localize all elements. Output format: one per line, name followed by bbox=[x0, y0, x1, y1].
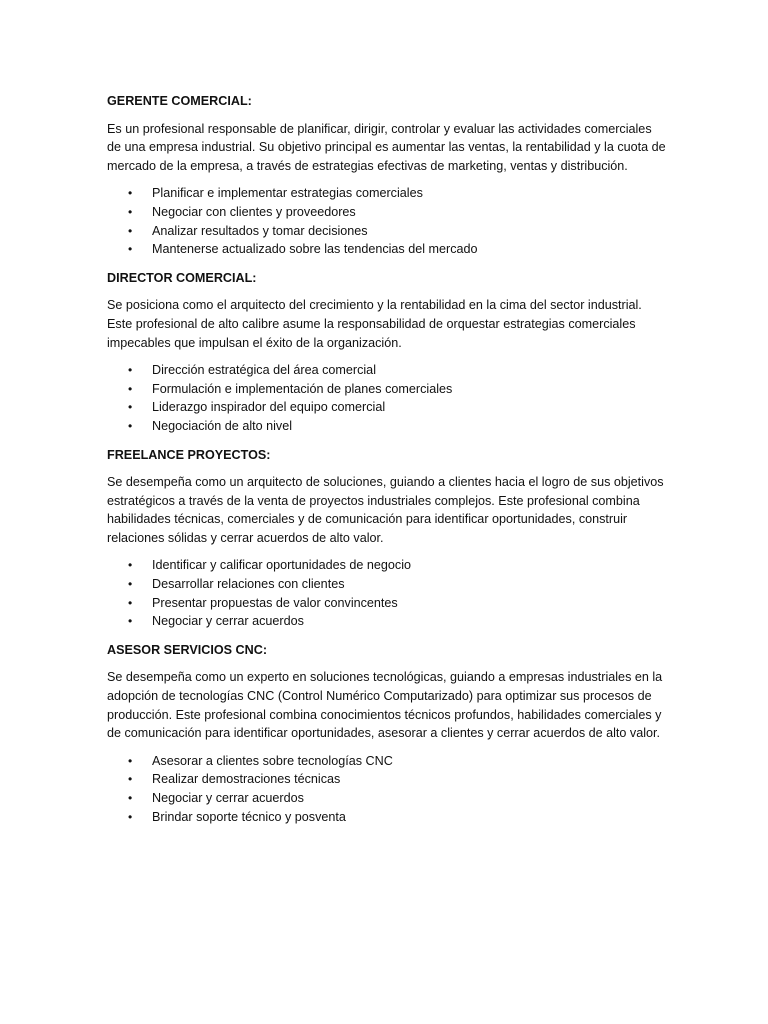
list-item-text: Formulación e implementación de planes comerciales bbox=[152, 381, 453, 396]
list-item-text: Desarrollar relaciones con clientes bbox=[152, 577, 345, 592]
list-item bbox=[107, 556, 667, 575]
bullet-icon: • bbox=[128, 204, 133, 219]
bullet-icon: • bbox=[128, 614, 133, 629]
section-title: GERENTE COMERCIAL: bbox=[107, 94, 252, 108]
section-paragraph: Es un profesional responsable de planificar, dirigir, controlar y evaluar las actividades comerciales de una empresa industrial. Su objetivo principal es aumentar las ventas, la rentabilidad y la cuota de mercado de la empresa, a través de estrategias efectivas de marketing, ventas y distribución. bbox=[107, 121, 666, 173]
document-page bbox=[107, 92, 667, 836]
list-item bbox=[107, 575, 667, 594]
list-item-text: Mantenerse actualizado sobre las tendencias del mercado bbox=[152, 242, 478, 257]
list-item-text: Liderazgo inspirador del equipo comercial bbox=[152, 400, 386, 415]
bullet-icon: • bbox=[128, 809, 133, 824]
list-item-text: Identificar y calificar oportunidades de negocio bbox=[152, 558, 412, 573]
list-item-text: Negociar y cerrar acuerdos bbox=[152, 614, 304, 629]
bullet-icon: • bbox=[128, 223, 133, 238]
section-title: DIRECTOR COMERCIAL: bbox=[107, 270, 257, 285]
list-item bbox=[107, 789, 667, 808]
section-paragraph: Se desempeña como un experto en soluciones tecnológicas, guiando a empresas industriales en la adopción de tecnologías CNC (Control Numérico Computarizado) para optimizar sus procesos de producción. Este profesional combina conocimientos técnicos profundos, habilidades comerciales y de comunicación para identificar oportunidades, asesorar a clientes y cerrar acuerdos de alto valor. bbox=[107, 670, 663, 741]
section-freelance-proyectos bbox=[107, 446, 667, 631]
bullet-icon: • bbox=[128, 363, 133, 378]
bullet-icon: • bbox=[128, 186, 133, 201]
bullet-icon: • bbox=[128, 595, 133, 610]
bullet-icon: • bbox=[128, 753, 133, 768]
bullet-icon: • bbox=[128, 242, 133, 257]
list-item-text: Brindar soporte técnico y posventa bbox=[152, 809, 346, 824]
list-item-text: Planificar e implementar estrategias comerciales bbox=[152, 186, 423, 201]
list-item bbox=[107, 222, 667, 241]
section-paragraph: Se desempeña como un arquitecto de soluciones, guiando a clientes hacia el logro de sus objetivos estratégicos a través de la venta de proyectos industriales complejos. Este profesional combina habilidades técnicas, comerciales y de comunicación para identificar oportunidades, construir relaciones sólidas y cerrar acuerdos de alto valor. bbox=[107, 475, 664, 545]
list-item bbox=[107, 184, 667, 203]
bullet-list bbox=[107, 752, 667, 826]
list-item bbox=[107, 203, 667, 222]
bullet-list bbox=[107, 184, 667, 258]
list-item-text: Presentar propuestas de valor convincentes bbox=[152, 595, 398, 610]
list-item bbox=[107, 770, 667, 789]
bullet-icon: • bbox=[128, 772, 133, 787]
bullet-icon: • bbox=[128, 558, 133, 573]
bullet-icon: • bbox=[128, 418, 133, 433]
list-item bbox=[107, 594, 667, 613]
list-item bbox=[107, 808, 667, 827]
list-item bbox=[107, 612, 667, 631]
list-item bbox=[107, 398, 667, 417]
bullet-icon: • bbox=[128, 791, 133, 805]
bullet-icon: • bbox=[128, 577, 133, 592]
list-item-text: Negociación de alto nivel bbox=[152, 418, 293, 433]
list-item-text: Negociar y cerrar acuerdos bbox=[152, 791, 304, 805]
section-title: ASESOR SERVICIOS CNC: bbox=[107, 642, 268, 657]
list-item bbox=[107, 752, 667, 771]
list-item-text: Asesorar a clientes sobre tecnologías CNC bbox=[152, 753, 393, 768]
bullet-list bbox=[107, 556, 667, 630]
list-item bbox=[107, 240, 667, 259]
list-item bbox=[107, 361, 667, 380]
section-asesor-servicios-cnc bbox=[107, 641, 667, 826]
section-paragraph: Se posiciona como el arquitecto del crecimiento y la rentabilidad en la cima del sector industrial. Este profesional de alto calibre asume la responsabilidad de orquestar estrategias comerciales impecables que impulsan el éxito de la organización. bbox=[107, 298, 642, 350]
list-item bbox=[107, 380, 667, 399]
bullet-list bbox=[107, 361, 667, 435]
list-item-text: Dirección estratégica del área comercial bbox=[152, 363, 376, 378]
list-item bbox=[107, 417, 667, 436]
section-gerente-comercial bbox=[107, 92, 667, 259]
list-item-text: Realizar demostraciones técnicas bbox=[152, 772, 341, 787]
list-item-text: Analizar resultados y tomar decisiones bbox=[152, 223, 368, 238]
section-title: FREELANCE PROYECTOS: bbox=[107, 447, 271, 462]
section-director-comercial bbox=[107, 269, 667, 436]
bullet-icon: • bbox=[128, 381, 133, 396]
list-item-text: Negociar con clientes y proveedores bbox=[152, 204, 356, 219]
bullet-icon: • bbox=[128, 400, 133, 415]
